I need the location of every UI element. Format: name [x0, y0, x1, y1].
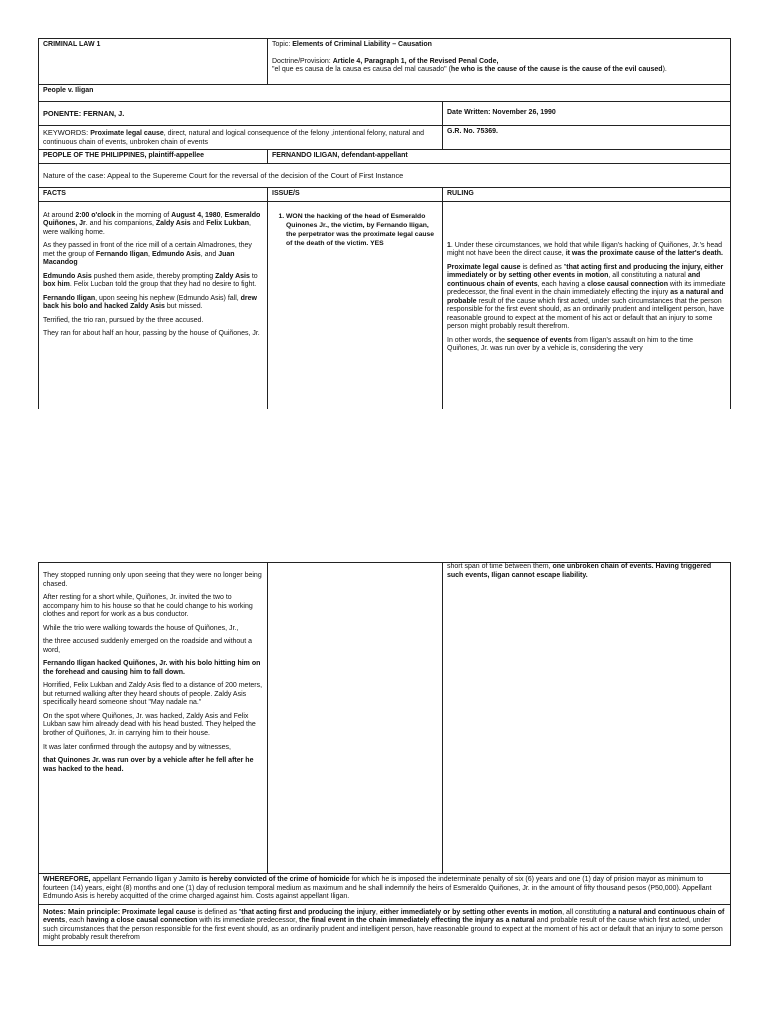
wherefore-disposition: WHEREFORE, appellant Fernando Iligan y Jamito is hereby convicted of the crime of homicide for which he is imposed the indeterminate penalty of six (6) years and one (1) day of prision mayor as minimum to fourteen (14) years, eight (8) months and one (1) day of reclusion temporal medium as maximum and he shall indemnify the heirs of Esmeraldo Quiñones, Jr. in the amount of fifty thousand pesos (P50,000). Appellant Edmundo Asis is hereby acquitted of the crime charged against him. Costs against appellant Iligan.: [39, 874, 731, 905]
ruling-paragraph: Proximate legal cause is defined as "that acting first and producing the injury, either immediately or by setting other events in motion, all constituting a natural and continuous chain of events, each having a close causal connection with its immediate predecessor, the final event in the chain immediately effecting the injury as a natural and probable result of the cause which first acted, under such circumstances that the person responsible for the first event should, as an ordinarily prudent and intelligent person, have reasonable ground to expect at the moment of his act or default that an injury to some person might probably result therefrom.: [447, 263, 726, 331]
case-digest-table-top: [38, 38, 731, 409]
ruling-heading: RULING: [443, 188, 731, 202]
topic: Topic: Elements of Criminal Liability – Causation: [272, 41, 432, 48]
notes-main-principle: Notes: Main principle: Proximate legal cause is defined as "that acting first and producing the injury, either immediately or by setting other events in motion, all constituting a natural and continuous chain of events, each having a close causal connection with its immediate predecessor, the final event in the chain immediately effecting the injury as a natural and probable result of the cause which first acted, under such circumstances that the person responsible for the first event should, as an ordinarily prudent and intelligent person, have reasonable ground to expect at the moment of his act or default that an injury to some person might probably result therefrom: [39, 904, 731, 945]
facts-paragraph: Edmundo Asis pushed them aside, thereby prompting Zaldy Asis to box him. Felix Lucban told the group that they had no desire to fight.: [43, 272, 258, 289]
facts-paragraph: Terrified, the trio ran, pursued by the three accused.: [43, 316, 204, 324]
facts-paragraph: Fernando Iligan, upon seeing his nephew (Edmundo Asis) fall, drew back his bolo and hacked Zaldy Asis but missed.: [43, 294, 257, 311]
course-title: CRIMINAL LAW 1: [39, 39, 268, 85]
facts-paragraph: After resting for a short while, Quiñones, Jr. invited the two to accompany him to his house so that he could change to his working clothes and report for work as a bus conductor.: [43, 594, 253, 619]
issues-column-page-1: [268, 201, 443, 409]
case-digest-table-bottom: [38, 562, 731, 946]
facts-paragraph: It was later confirmed through the autopsy and by witnesses,: [43, 743, 231, 751]
gr-number: G.R. No. 75369.: [443, 126, 731, 150]
facts-paragraph: While the trio were walking towards the house of Quiñones, Jr.,: [43, 624, 239, 632]
issues-column-page-2: [268, 563, 443, 874]
issues-heading: ISSUE/S: [268, 188, 443, 202]
facts-paragraph: the three accused suddenly emerged on the roadside and without a word,: [43, 638, 252, 654]
facts-paragraph: Fernando Iligan hacked Quiñones, Jr. with his bolo hitting him on the forehead and causing him to fall down.: [43, 660, 261, 676]
nature-of-case: Nature of the case: Appeal to the Supereme Court for the reversal of the decision of the Court of First Instance: [39, 164, 731, 188]
facts-paragraph: At around 2:00 o'clock in the morning of August 4, 1980, Esmeraldo Quiñones, Jr. and his companions, Zaldy Asis and Felix Lukban, were walking home.: [43, 211, 261, 236]
issue-list: [272, 212, 438, 249]
facts-paragraph: They stopped running only upon seeing that they were no longer being chased.: [43, 572, 262, 588]
date-written: Date Written: November 26, 1990: [443, 102, 731, 126]
keywords: KEYWORDS: Proximate legal cause, direct, natural and logical consequence of the felony ,intentional felony, natural and continuous chain of events, unbroken chain of events: [39, 126, 443, 150]
ruling-paragraph: 1. Under these circumstances, we hold that while Iligan's hacking of Quiñones, Jr.'s head might not have been the direct cause, it was the proximate cause of the latter's death.: [447, 241, 723, 258]
case-digest-page-1: [38, 38, 730, 409]
facts-heading: FACTS: [39, 188, 268, 202]
case-name: People v. Iligan: [39, 85, 731, 102]
issue-item: 1. WON the hacking of the head of Esmeraldo Quinones Jr., the victim, by Fernando Iligan, the perpetrator was the proximate legal cause of the death of the victim. YES: [286, 212, 438, 249]
facts-paragraph: They ran for about half an hour, passing by the house of Quiñones, Jr.: [43, 330, 260, 338]
facts-paragraph: On the spot where Quiñones, Jr. was hacked, Zaldy Asis and Felix Lukban saw him already dead with his head busted. They helped the brother of Quiñones, Jr. in carrying him to their house.: [43, 712, 256, 737]
ruling-paragraph: In other words, the sequence of events from Iligan's assault on him to the time Quiñones, Jr. was run over by a vehicle is, considering the very: [447, 336, 694, 353]
facts-column-page-1: [39, 201, 268, 409]
facts-paragraph: Horrified, Felix Lukban and Zaldy Asis fled to a distance of 200 meters, but returned walking after they heard shouts of people. Zaldy Asis specifically heard someone shout "May nadale na.": [43, 682, 263, 707]
defendant: FERNANDO ILIGAN, defendant-appellant: [268, 150, 731, 164]
ruling-paragraph: short span of time between them, one unbroken chain of events. Having triggered such events, Iligan cannot escape liability.: [447, 563, 712, 579]
facts-column-page-2: [39, 563, 268, 874]
ruling-column-page-2: [443, 563, 731, 874]
topic-doctrine-cell: [268, 39, 731, 85]
facts-paragraph: that Quinones Jr. was run over by a vehicle after he fell after he was hacked to the head.: [43, 757, 254, 773]
ponente: PONENTE: FERNAN, J.: [39, 102, 443, 126]
facts-paragraph: As they passed in front of the rice mill of a certain Almadrones, they met the group of Fernando Iligan, Edmundo Asis, and Juan Macandog: [43, 242, 252, 267]
ruling-column-page-1: [443, 201, 731, 409]
case-digest-page-2: [38, 562, 730, 946]
plaintiff: PEOPLE OF THE PHILIPPINES, plaintiff-appellee: [39, 150, 268, 164]
doctrine: Doctrine/Provision: Article 4, Paragraph 1, of the Revised Penal Code, "el que es causa de la causa es causa del mal causado" (he who is the cause of the cause is the cause of the evil caused).: [272, 57, 667, 74]
